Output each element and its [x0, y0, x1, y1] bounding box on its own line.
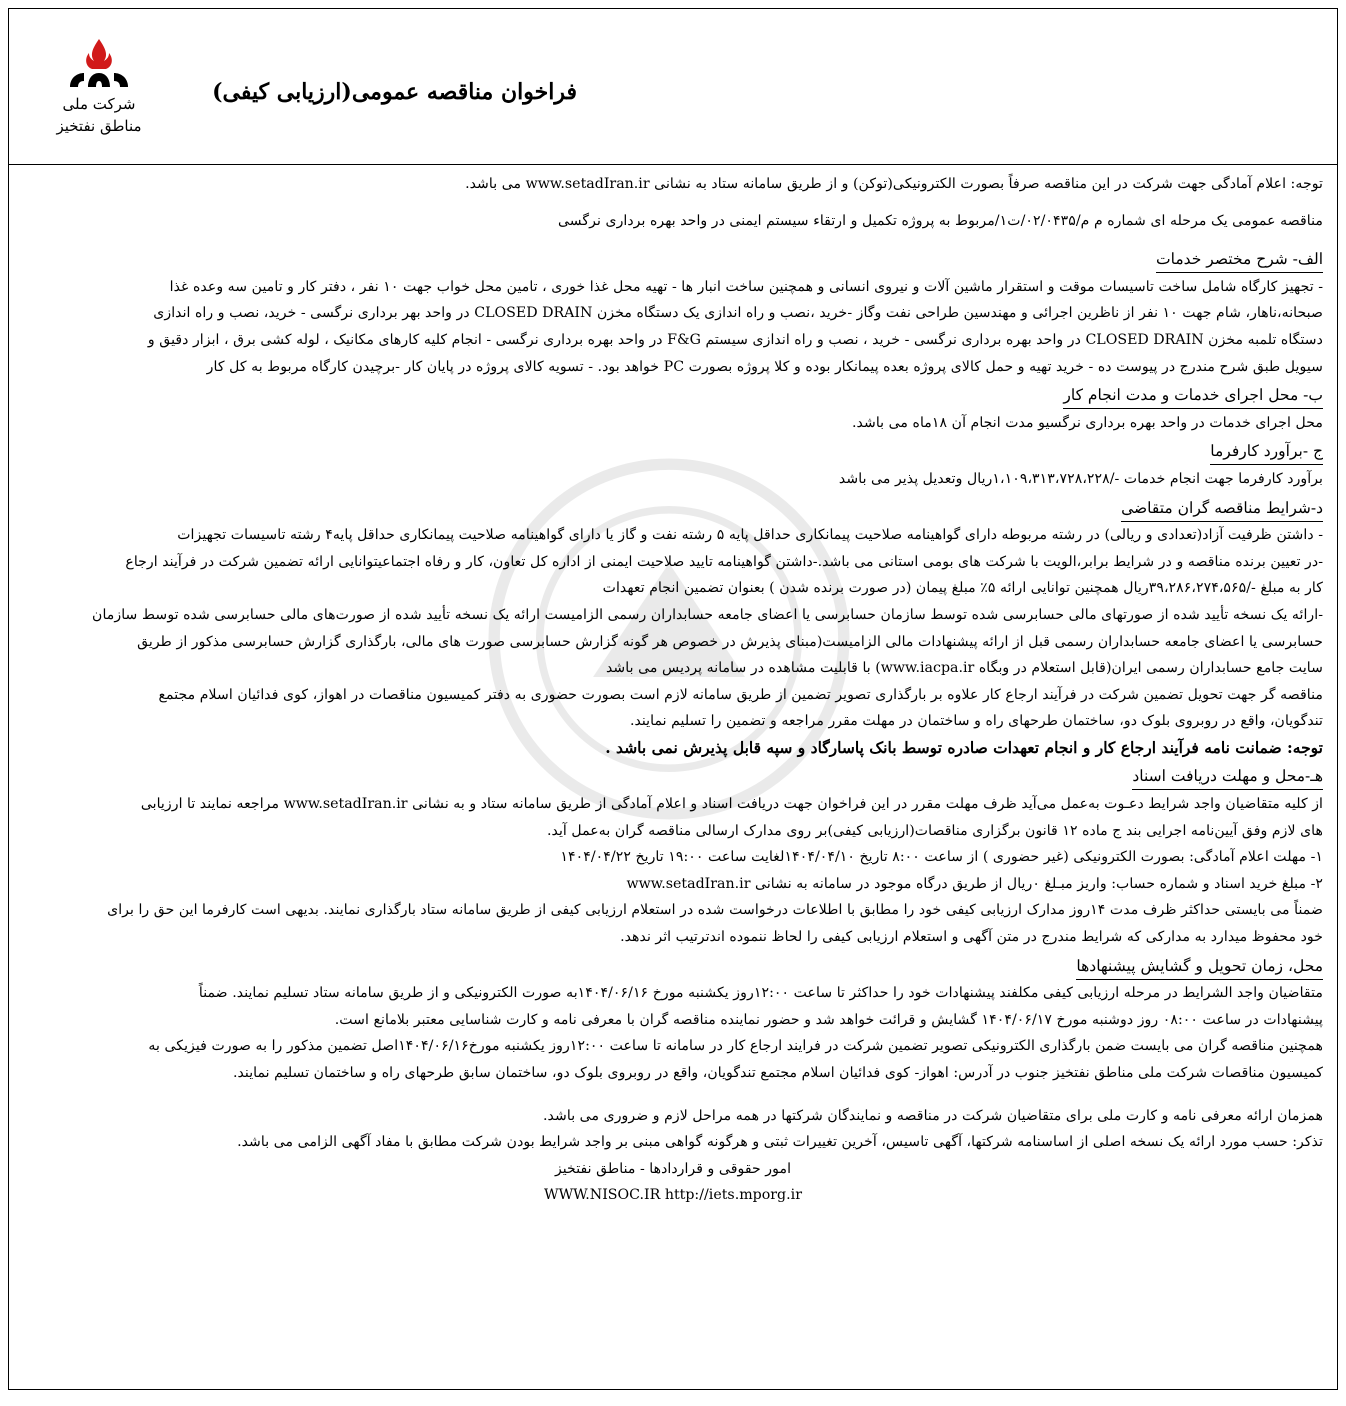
section-c-heading: ج -برآورد کارفرما: [1210, 438, 1323, 465]
section-f-heading: محل، زمان تحویل و گشایش پیشنهادها: [1076, 953, 1323, 980]
section-d-heading: د-شرایط مناقصه گران متقاضی: [1121, 495, 1323, 522]
section-c-text: برآورد کارفرما جهت انجام خدمات -/۱،۱۰۹،۳۱۳،۷۲۸،۲۲۸ریال وتعدیل پذیر می باشد: [838, 470, 1323, 487]
section-f-line: متقاضیان واجد الشرایط در مرحله ارزیابی کیفی مکلفند پیشنهادات خود را حداکثر تا ساعت ۱۲:۰۰روز یکشنبه مورخ ۱۴۰۴/۰۶/۱۶به صورت الکترونیکی و از طریق سامانه ستاد تسلیم نمایند. ضمناً: [198, 985, 1323, 1002]
section-d-line: کار به مبلغ -/۳۹،۲۸۶،۲۷۴،۵۶۵ریال همچنین توانایی ارائه ۵٪ مبلغ پیمان (در صورت برنده شدن ) بعنوان تضمین انجام تعهدات: [602, 580, 1323, 597]
section-d-line: -در تعیین برنده مناقصه و در شرایط برابر،الویت با شرکت های بومی استانی می باشد.-داشتن گواهینامه تایید صلاحیت ایمنی از اداره کل تعاون، کار و رفاه اجتماعیتوانایی ارائه تضمین شرکت در فرآیند ارجاع: [125, 553, 1323, 570]
signature: امور حقوقی و قراردادها - مناطق نفتخیز: [554, 1160, 792, 1177]
section-a-line: - تجهیز کارگاه شامل ساخت تاسیسات موقت و استقرار ماشین آلات و نیروی انسانی و همچنین ساخت انبار ها - تهیه محل غذا خوری ، تامین محل خواب جهت ۱۰ نفر ، دفتر کار و تامین سه وعده غذا: [169, 278, 1323, 295]
page-title: فراخوان مناقصه عمومی(ارزیابی کیفی): [212, 79, 577, 105]
section-b-text: محل اجرای خدمات در واحد بهره برداری نرگسیو مدت انجام آن ۱۸ماه می باشد.: [851, 414, 1323, 431]
section-d-line: - داشتن ظرفیت آزاد(تعدادی و ریالی) در رشته مربوطه دارای گواهینامه صلاحیت پیمانکاری حداقل پایه ۵ رشته نفت و گاز یا دارای گواهینامه صلاحیت پیمانکاری حداقل پایه۴ رشته تاسیسات تجهیزات: [177, 527, 1323, 544]
section-e-line: ۱- مهلت اعلام آمادگی: بصورت الکترونیکی (غیر حضوری ) از ساعت ۸:۰۰ تاریخ ۱۴۰۴/۰۴/۱۰لغایت ساعت ۱۹:۰۰ تاریخ ۱۴۰۴/۰۴/۲۲: [560, 849, 1323, 866]
guarantee-bold-note: توجه: ضمانت نامه فرآیند ارجاع کار و انجام تعهدات صادره توسط بانک پاسارگاد و سپه قابل پذیرش نمی باشد .: [605, 737, 1323, 757]
footer-note-id: همزمان ارائه معرفی نامه و کارت ملی برای متقاضیان شرکت در مناقصه و نمایندگان شرکتها در همه مراحل لازم و ضروری می باشد.: [543, 1107, 1323, 1124]
section-e-line: ۲- مبلغ خرید اسناد و شماره حساب: واریز مبـلغ ۰ریال از طریق درگاه موجود در سامانه به نشانی www.setadIran.ir: [626, 875, 1323, 892]
section-a-line: دستگاه تلمبه مخزن CLOSED DRAIN در واحد بهره برداری نرگسی - خرید ، نصب و راه اندازی سیستم F&G در واحد بهره برداری نرگسی - انجام کلیه کارهای مکانیک ، لوله کشی برق ، ابزار دقیق و: [147, 331, 1323, 348]
section-f-line: کمیسیون مناقصات شرکت ملی مناطق نفتخیز جنوب در آدرس: اهواز- کوی فدائیان اسلام مجتمع تندگویان، واقع در روبروی بلوک دو، ساختمان سابق طرحهای راه و ساختمان تسلیم نمایند.: [232, 1065, 1323, 1081]
section-d-line: تندگویان، واقع در روبروی بلوک دو، ساختمان طرحهای راه و ساختمان در مهلت مقرر مراجعه و تضمین را تسلیم نمایند.: [629, 713, 1323, 730]
section-a-line: سیویل طبق شرح مندرج در پیوست ده - خرید تهیه و حمل کالای پروژه بعده پیمانکار بوده و کلا پروژه بصورت PC خواهد بود. - تسویه کالای پروژه در پایان کار -برچیدن کارگاه مربوط به کل کار: [206, 358, 1323, 375]
section-b-heading: ب- محل اجرای خدمات و مدت انجام کار: [1063, 382, 1323, 409]
footer-note-reminder: تذکر: حسب مورد ارائه یک نسخه اصلی از اساسنامه شرکتها، آگهی تاسیس، آخرین تغییرات ثبتی و هرگونه گواهی مبنی بر واجد شرایط بودن شرکت مطابق با مفاد آگهی الزامی می باشد.: [237, 1134, 1323, 1151]
section-e-line: از کلیه متقاضیان واجد شرایط دعـوت به‌عمل می‌آید ظرف مهلت مقرر در این فراخوان جهت دریافت اسناد و اعلام آمادگی از طریق سامانه ستاد و به نشانی www.setadIran.ir مراجعه نمایند تا ارزیابی: [140, 796, 1323, 813]
section-e-line: های لازم وفق آیین‌نامه اجرایی بند ج ماده ۱۲ قانون برگزاری مناقصات(ارزیابی کیفی)بر روی مدارک ارسالی مناقصه گران به‌عمل آید.: [546, 822, 1323, 839]
notice-header: [9, 9, 1337, 165]
footer-urls[interactable]: WWW.NISOC.IR http://iets.mporg.ir: [544, 1187, 802, 1204]
company-name-line2: مناطق نفتخیز: [56, 116, 142, 135]
section-d-line: حسابرسی یا اعضای جامعه حسابداران رسمی قبل از ارائه پیشنهادات مالی الزامیست(مبنای پذیرش در خصوص هر گونه گزارش حسابرسی صورت های مالی، بارگذاری گزارش حسابرسی مذکور از طریق: [137, 633, 1323, 650]
company-logo: [9, 9, 189, 164]
section-a-heading: الف- شرح مختصر خدمات: [1156, 246, 1323, 273]
notice-body: [9, 165, 1337, 1209]
tender-notice-page: [8, 8, 1338, 1390]
flame-logo-icon: [64, 37, 134, 93]
company-name-line1: شرکت ملی: [62, 94, 136, 113]
section-f-line: همچنین مناقصه گران می بایست ضمن بارگذاری الکترونیکی تصویر تضمین شرکت در فرایند ارجاع کار در سامانه تا ساعت ۱۲:۰۰روز یکشنبه مورخ۱۴۰۴/۰۶/۱۶اصل تضمین مذکور را به صورت فیزیکی به: [148, 1038, 1323, 1055]
section-d-line: -ارائه یک نسخه تأیید شده از صورتهای مالی حسابرسی شده توسط سازمان حسابرسی یا اعضای جامعه حسابداران رسمی الزامیست ارائه یک نسخه تأیید شده از صورت‌های مالی حسابرسی شده توسط سازمان: [92, 606, 1323, 623]
section-d-line: مناقصه گر جهت تحویل تضمین شرکت در فرآیند ارجاع کار علاوه بر بارگذاری تصویر تضمین از طریق سامانه لازم است بصورت حضوری به دفتر کمیسیون مناقصات در اهواز، کوی فدائیان اسلام مجتمع: [158, 686, 1323, 703]
section-e-line: خود محفوظ میدارد به مدارکی که شرایط مندرج در متن آگهی و استعلام ارزیابی کیفی را لحاظ ننموده اندترتیب اثر ندهد.: [620, 929, 1323, 946]
intro-note: توجه: اعلام آمادگی جهت شرکت در این مناقصه صرفاً بصورت الکترونیکی(توکن) و از طریق سامانه ستاد به نشانی www.setadIran.ir می باشد.: [465, 176, 1323, 192]
section-d-line: سایت جامع حسابداران رسمی ایران(قابل استعلام در وبگاه www.iacpa.ir) با قابلیت مشاهده در سامانه پردیس می باشد: [605, 660, 1323, 677]
tender-number: مناقصه عمومی یک مرحله ای شماره م م/۰۲/۰۴۳۵/ت۱/مربوط به پروژه تکمیل و ارتقاء سیستم ایمنی در واحد بهره برداری نرگسی: [557, 212, 1323, 229]
section-a-line: صبحانه،ناهار، شام جهت ۱۰ نفر از ناظرین اجرائی و مهندسین طراحی نفت وگاز -خرید ،نصب و راه اندازی یک دستگاه مخزن CLOSED DRAIN در واحد بهر برداری نرگسی - خرید، نصب و راه اندازی: [153, 305, 1323, 322]
section-f-line: پیشنهادات در ساعت ۰۸:۰۰ روز دوشنبه مورخ ۱۴۰۴/۰۶/۱۷ گشایش و قرائت خواهد شد و حضور نماینده مناقصه گران با معرفی نامه و کارت شناسایی معتبر بلامانع است.: [334, 1011, 1323, 1028]
section-e-heading: هـ-محل و مهلت دریافت اسناد: [1132, 763, 1323, 790]
section-e-line: ضمناً می بایستی حداکثر ظرف مدت ۱۴روز مدارک ارزیابی کیفی خود را مطابق با اطلاعات درخواست شده در استعلام ارزیابی کیفی از طریق سامانه ستاد بارگذاری نمایند. بدیهی است کارفرما این حق را برای: [107, 902, 1323, 919]
